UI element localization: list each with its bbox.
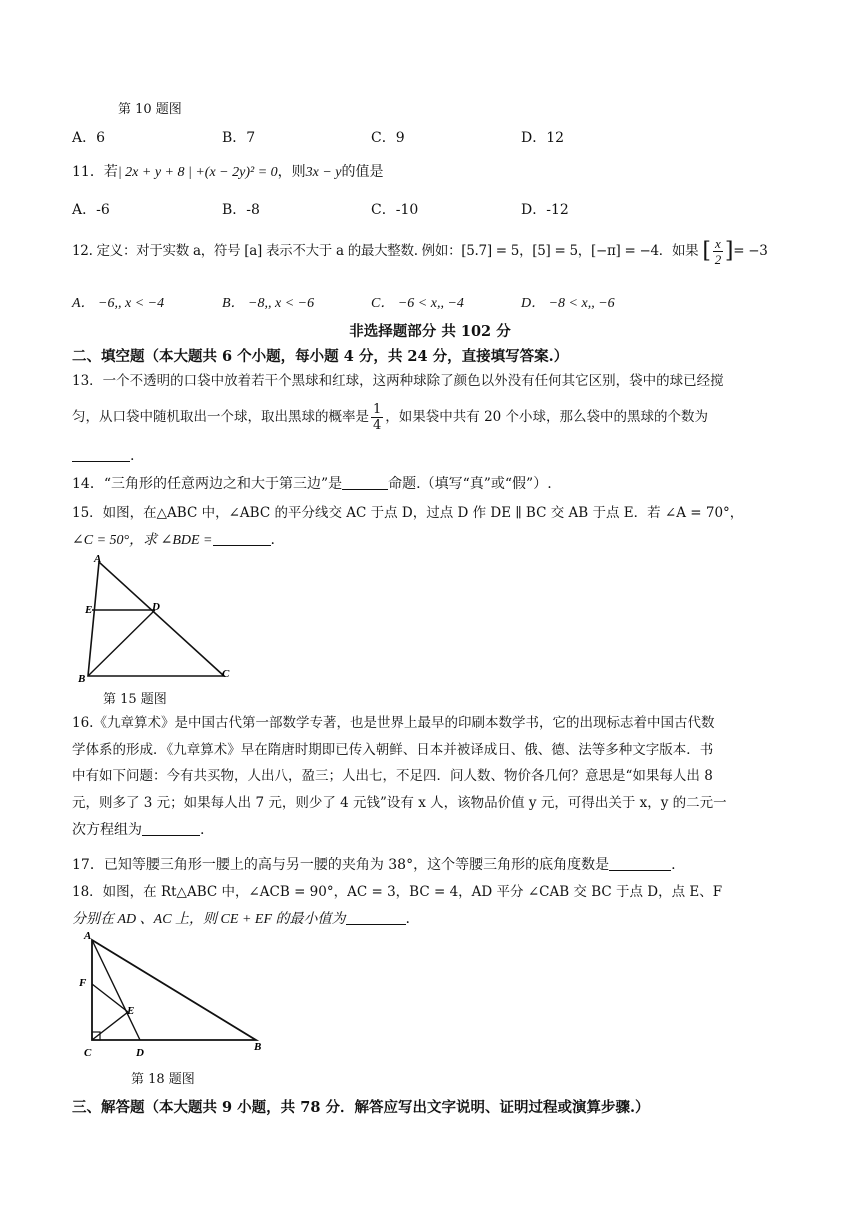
q18-label-a: A (84, 930, 92, 942)
q11-suffix: 的值是 (341, 164, 384, 180)
q16-line-5a: 次方程组为 (72, 822, 142, 838)
q16-line-3: 中有如下问题：今有共买物，人出八，盈三；人出七，不足四．问人数、物价各几何？意思是“如果每人出 8 (72, 768, 713, 784)
q11-option-b: B．-8 (222, 202, 260, 218)
q15-label-a: A (94, 553, 102, 565)
q15-period: . (270, 532, 275, 548)
q18-label-b: B (254, 1041, 262, 1053)
q18-label-e: E (127, 1005, 135, 1017)
q12-option-a: A． −6,, x < −4 (72, 296, 165, 311)
q15-triangle-figure (72, 552, 242, 684)
section-nonchoice-heading: 非选择题部分 共 102 分 (349, 323, 511, 340)
q12-stem: 12. 定义：对于实数 a，符号 [a] 表示不大于 a 的最大整数. 例如：[5.7] = 5，[5] = 5，[−π] = −4．如果 [ $\frac{x}{2}$ ]= −3 (72, 236, 768, 267)
q17-stem (72, 855, 676, 875)
q11-target-expression: 3x − y (305, 165, 342, 180)
q15-label-c: C (222, 668, 230, 680)
q16-line-5 (72, 820, 204, 840)
q14-text-b: 命题.（填写“真”或“假”）. (388, 476, 552, 492)
q18-label-d: D (136, 1047, 144, 1059)
q13-answer-blank[interactable] (72, 447, 130, 462)
q15-figure-caption: 第 15 题图 (103, 692, 167, 707)
q18-period: . (405, 911, 410, 927)
q18-label-f: F (79, 977, 87, 989)
q13-line-2b: ，如果袋中共有 20 个小球，那么袋中的黑球的个数为 (385, 409, 709, 425)
q18-label-c: C (84, 1047, 92, 1059)
q12-text: 12. 定义：对于实数 a，符号 [a] 表示不大于 a 的最大整数. 例如：[5.7] = 5，[5] = 5，[−π] = −4．如果 (72, 243, 699, 259)
q11-expression: | 2x + y + 8 | +(x − 2y)² = 0 (117, 165, 278, 180)
q16-period: . (200, 822, 205, 838)
q16-answer-blank[interactable] (142, 821, 200, 836)
q12-frac-denominator: 2 (714, 252, 721, 267)
q18-answer-blank[interactable] (346, 910, 406, 925)
q10-option-b: B．7 (222, 130, 256, 146)
q11-option-c: C．-10 (371, 202, 419, 218)
q10-option-a: A．6 (72, 130, 106, 146)
q12-option-c: C． −6 < x,, −4 (371, 296, 464, 311)
q15-answer-blank[interactable] (213, 531, 271, 546)
q16-line-1: 16.《九章算术》是中国古代第一部数学专著，也是世界上最早的印刷本数学书，它的出现标志着中国古代数 (72, 715, 715, 731)
section-3-heading: 三、解答题（本大题共 9 小题，共 78 分．解答应写出文字说明、证明过程或演算步骤.） (72, 1099, 650, 1116)
q14-answer-blank[interactable] (342, 475, 388, 490)
q15-label-d: D (152, 601, 160, 613)
q18-line-1: 18．如图，在 Rt△ABC 中，∠ACB = 90°，AC = 3，BC = 4，AD 平分 ∠CAB 交 BC 于点 D，点 E、F (72, 884, 723, 900)
q17-period: . (671, 857, 676, 873)
q13-line-1: 13．一个不透明的口袋中放着若干个黑球和红球，这两种球除了颜色以外没有任何其它区别，袋中的球已经搅 (72, 373, 724, 389)
q18-line-2a: 分别在 AD 、AC 上，则 CE + EF 的最小值为 (72, 912, 346, 927)
q12-option-b: B． −8,, x < −6 (222, 296, 315, 311)
q13-frac-numerator: 1 (373, 402, 382, 417)
q10-option-c: C．9 (371, 130, 405, 146)
q11-option-d: D．-12 (521, 202, 569, 218)
q12-option-d: D． −8 < x,, −6 (521, 296, 615, 311)
q13-frac-denominator: 4 (373, 418, 382, 433)
section-2-heading: 二、填空题（本大题共 6 个小题，每小题 4 分，共 24 分，直接填写答案.） (72, 348, 569, 365)
q18-figure-caption: 第 18 题图 (131, 1072, 195, 1087)
q11-option-a: A．-6 (72, 202, 110, 218)
q16-line-4: 元，则多了 3 元；如果每人出 7 元，则少了 4 元钱”设有 x 人，该物品价值 y 元，可得出关于 x，y 的二元一 (72, 795, 727, 811)
q12-rhs: = −3 (733, 243, 768, 259)
q11-stem (72, 162, 384, 183)
q15-line-2a: ∠C = 50°，求 ∠BDE = (72, 533, 213, 548)
q17-answer-blank[interactable] (609, 856, 671, 871)
q12-frac-numerator: x (713, 236, 723, 252)
q11-prefix: 11．若 (72, 164, 118, 180)
q13-period: . (130, 448, 135, 464)
q17-text-a: 17．已知等腰三角形一腰上的高与另一腰的夹角为 38°，这个等腰三角形的底角度数是 (72, 857, 610, 873)
q14-text-a: 14．“三角形的任意两边之和大于第三边”是 (72, 476, 343, 492)
q15-line-1: 15．如图，在△ABC 中，∠ABC 的平分线交 AC 于点 D，过点 D 作 DE ∥ BC 交 AB 于点 E．若 ∠A = 70°， (72, 505, 744, 521)
q13-line-2 (72, 402, 708, 433)
q10-option-d: D．12 (521, 130, 565, 146)
q14-stem (72, 474, 552, 494)
q15-line-2 (72, 530, 275, 551)
q18-right-triangle-figure (76, 926, 276, 1062)
q10-figure-caption: 第 10 题图 (118, 102, 182, 117)
q15-label-e: E (85, 604, 93, 616)
q16-line-2: 学体系的形成．《九章算术》早在隋唐时期即已传入朝鲜、日本并被译成日、俄、德、法等多种文字版本．书 (72, 742, 714, 758)
q13-line-3 (72, 446, 134, 466)
q13-line-2a: 匀，从口袋中随机取出一个球，取出黑球的概率是 (72, 409, 369, 425)
q11-mid: ，则 (277, 164, 306, 180)
q15-label-b: B (78, 673, 86, 684)
